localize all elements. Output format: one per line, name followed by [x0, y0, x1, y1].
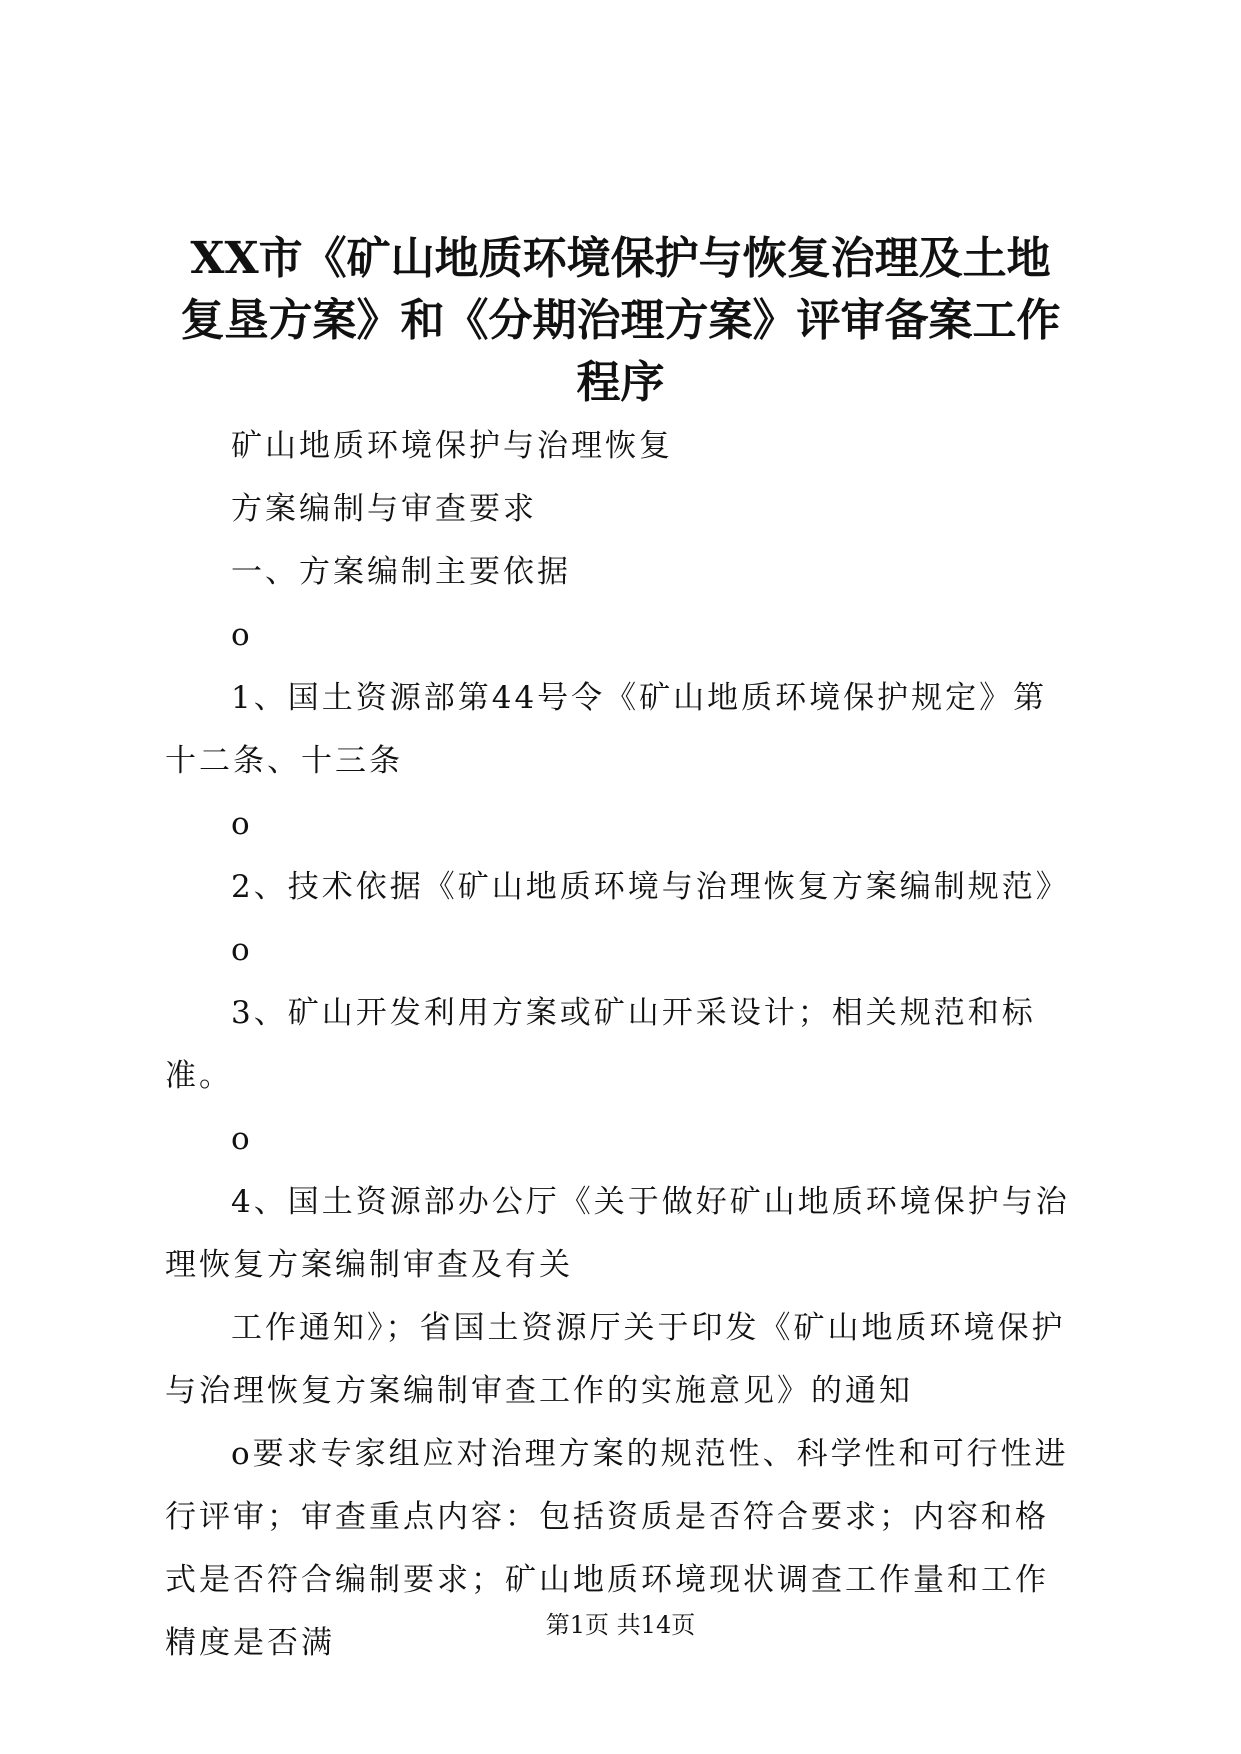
document-title: [150, 228, 1091, 414]
paragraph: 矿山地质环境保护与治理恢复: [231, 428, 673, 464]
page-footer: 第1页 共14页: [545, 1611, 696, 1639]
title-line-1: XX市《矿山地质环境保护与恢复治理及土地: [190, 233, 1051, 284]
list-item: 1、国土资源部第44号令《矿山地质环境保护规定》第十二条、十三条: [165, 680, 1048, 779]
bullet-marker: o: [231, 932, 253, 968]
bullet-marker: o: [231, 806, 253, 842]
bullet-marker: o: [231, 617, 253, 653]
title-line-3: 程序: [576, 357, 665, 408]
paragraph: 工作通知》；省国土资源厅关于印发《矿山地质环境保护与治理恢复方案编制审查工作的实施意见》的通知: [165, 1310, 1066, 1409]
section-heading: 一、方案编制主要依据: [231, 554, 571, 590]
list-item: 2、技术依据《矿山地质环境与治理恢复方案编制规范》: [231, 869, 1070, 905]
document-body: [165, 415, 1079, 1675]
list-item: 3、矿山开发利用方案或矿山开采设计；相关规范和标准。: [165, 995, 1036, 1094]
title-line-2: 复垦方案》和《分期治理方案》评审备案工作: [180, 295, 1061, 346]
paragraph: o要求专家组应对治理方案的规范性、科学性和可行性进行评审；审查重点内容：包括资质是否符合要求；内容和格式是否符合编制要求；矿山地质环境现状调查工作量和工作精度是否满: [165, 1436, 1069, 1661]
list-item: 4、国土资源部办公厅《关于做好矿山地质环境保护与治理恢复方案编制审查及有关: [165, 1184, 1070, 1283]
bullet-marker: o: [231, 1121, 253, 1157]
paragraph: 方案编制与审查要求: [231, 491, 537, 527]
